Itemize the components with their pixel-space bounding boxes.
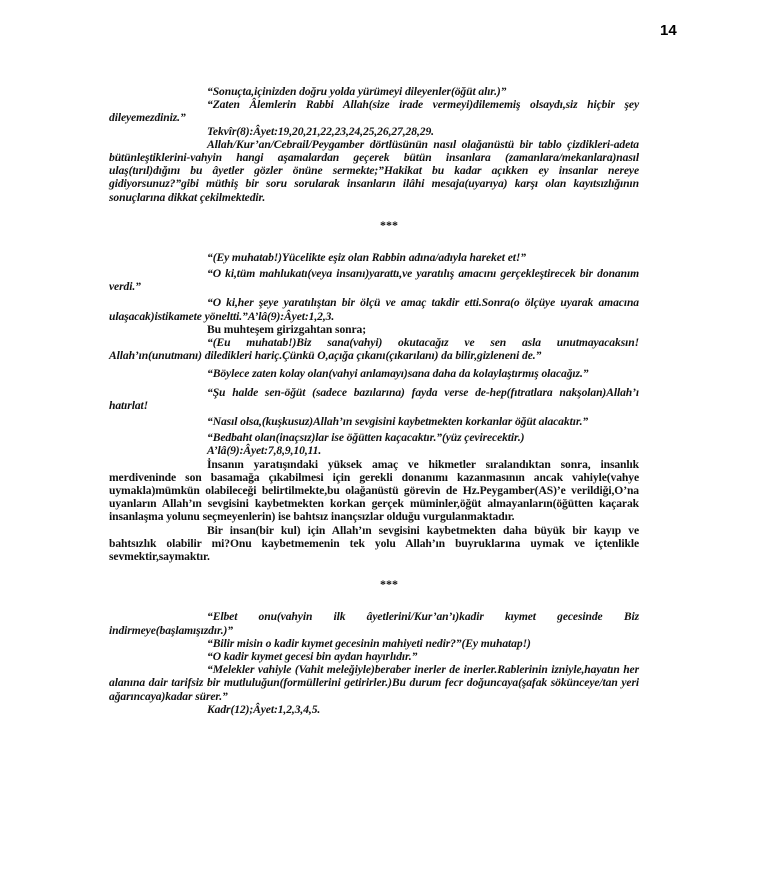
verse-line: “Elbet onu(vahyin ilk âyetlerini/Kur’an’ı)kadir kıymet gecesinde Biz indirmeye(başlamışızdır.)” bbox=[109, 610, 639, 637]
verse-line: “Zaten Âlemlerin Rabbi Allah(size irade vermeyi)dilememiş olsaydı,siz hiçbir şey dileyemezdiniz.” bbox=[109, 98, 639, 125]
page-number: 14 bbox=[660, 22, 677, 39]
verse-line: “O ki,her şeye yaratılıştan bir ölçü ve amaç takdir etti.Sonra(o ölçüye uyarak amacına ulaşacak)istikamete yöneltti.”A’lâ(9):Âyet:1,2,3. bbox=[109, 296, 639, 323]
commentary-paragraph: İnsanın yaratışındaki yüksek amaç ve hikmetler sıralandıktan sonra, insanlık merdiveninde son basamağa çıkabilmesi için gerekli donanımı kazanmasının ancak vahiyle(vahye uymakla)mümkün olabileceği belirtilmekte,bu olağanüstü görevin de Hz.Peygamber(AS)’e verildiği,O’na uyanların Allah’ın sevgisini kaybetmekten korkan gerçek müminler,öğüt almayanların(öğütten kaçarak insanlaşma yolunu seçmeyenlerin) ise bahtsız inançsızlar olduğu vurgulanmaktadır. bbox=[109, 457, 639, 524]
verse-reference: A’lâ(9):Âyet:7,8,9,10,11. bbox=[207, 444, 322, 458]
verse-line: “Bilir misin o kadir kıymet gecesinin mahiyeti nedir?”(Ey muhatap!) bbox=[207, 636, 531, 650]
commentary-paragraph: Bir insan(bir kul) için Allah’ın sevgisini kaybetmekten daha büyük bir kayıp ve bahtsızlık olabilir mi?Onu kaybetmemenin tek yolu Allah’ın buyruklarına uymak ve içtenlikle sevmektir,saymaktır. bbox=[109, 523, 639, 564]
page-body bbox=[109, 85, 639, 716]
verse-line: “O ki,tüm mahlukatı(veya insanı)yarattı,ve yaratılış amacını gerçekleştirecek bir donanım verdi.” bbox=[109, 267, 639, 294]
transition-line: Bu muhteşem girizgahtan sonra; bbox=[207, 322, 366, 336]
verse-line: “Böylece zaten kolay olan(vahyi anlamayı)sana daha da kolaylaştırmış olacağız.” bbox=[207, 367, 589, 381]
verse-reference: Tekvîr(8):Âyet:19,20,21,22,23,24,25,26,27,28,29. bbox=[207, 124, 434, 138]
section-separator: *** bbox=[380, 577, 398, 592]
verse-reference: Kadr(12);Âyet:1,2,3,4,5. bbox=[207, 702, 321, 716]
verse-line: “Şu halde sen-öğüt (sadece bazılarına) fayda verse de-hep(fıtratlara nakşolan)Allah’ı hatırlat! bbox=[109, 385, 639, 412]
verse-line: “Nasıl olsa,(kuşkusuz)Allah’ın sevgisini kaybetmekten korkanlar öğüt alacaktır.” bbox=[207, 415, 589, 429]
verse-line: “Sonuçta,içinizden doğru yolda yürümeyi dileyenler(öğüt alır.)” bbox=[207, 85, 507, 98]
section-separator: *** bbox=[380, 217, 398, 232]
verse-line: “(Eu muhatab!)Biz sana(vahyi) okutacağız ve sen asla unutmayacaksın! Allah’ın(unutmanı) diledikleri hariç.Çünkü O,açığa çıkanı(çıkarılanı) da bilir,gizleneni de.” bbox=[109, 336, 639, 363]
verse-line: “Melekler vahiyle (Vahit meleğiyle)beraber inerler de inerler.Rablerinin izniyle,hayatın her alanına dair tarifsiz bir mutluluğun(formüllerini getirirler.)Bu durum fecr doğuncaya(şafak sökünceye/tan yeri ağarıncaya)kadar sürer.” bbox=[109, 663, 639, 703]
verse-line: “(Ey muhatab!)Yücelikte eşiz olan Rabbin adına/adıyla hareket et!” bbox=[207, 250, 526, 264]
verse-line: “Bedbaht olan(inaçsız)lar ise öğütten kaçacaktır.”(yüz çevirecektir.) bbox=[207, 431, 525, 445]
commentary-paragraph: Allah/Kur’an/Cebrail/Peygamber dörtlüsünün nasıl olağanüstü bir tablo çizdikleri-adeta bütünleştiklerini-vahyin hangi aşamalardan geçerek bütün insanlara (zamanlara/mekanlara)nasıl ulaş(tırıl)dığını bu âyetler gözler önüne sermekte;”Hakikat bu kadar açıkken ey insanlar nereye gidiyorsunuz?”gibi müthiş bir soru sorularak insanların ilâhi mesaja(uyarıya) karşı olan kayıtsızlığının sonuçlarına dikkat çekilmektedir. bbox=[109, 137, 639, 204]
verse-line: “O kadir kıymet gecesi bin aydan hayırlıdır.” bbox=[207, 649, 418, 663]
